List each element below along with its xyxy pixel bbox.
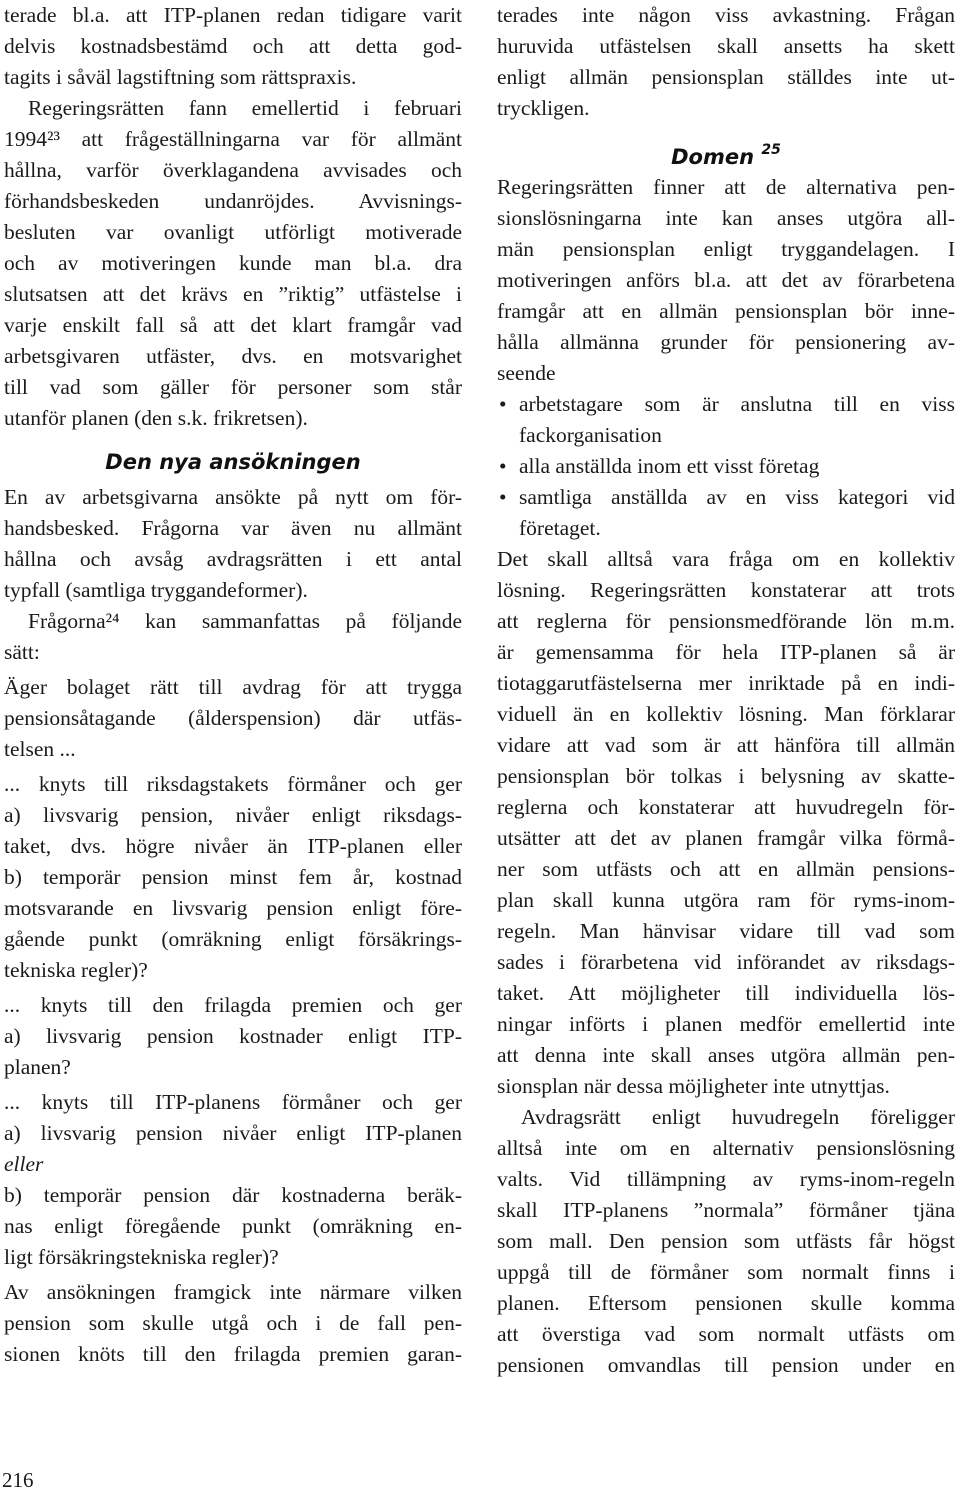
text-line: Regeringsrätten finner att de alternativa pen- xyxy=(497,175,955,199)
question-line: planen? xyxy=(4,1055,71,1079)
text-line: till vad som gäller för personer som står xyxy=(4,375,462,399)
question-line: motsvarande en livsvarig pension enligt före- xyxy=(4,896,462,920)
text-line: sätt: xyxy=(4,640,40,664)
text-line: att denna inte skall anses utgöra allmän pen- xyxy=(497,1043,955,1067)
footnote-ref: 25 xyxy=(761,142,781,158)
question-line: a) livsvarig pension kostnader enligt ITP- xyxy=(4,1024,462,1048)
question-line: eller xyxy=(4,1152,44,1176)
question-line: telsen ... xyxy=(4,737,76,761)
question-line: a) livsvarig pension nivåer enligt ITP-planen xyxy=(4,1121,462,1145)
text-line: är gemensamma för hela ITP-planen så är xyxy=(497,640,955,664)
text-line: taket. Att möjligheter till individuella lös- xyxy=(497,981,955,1005)
text-line: huruvida utfästelsen skall ansetts ha skett xyxy=(497,34,955,58)
question-line: ... knyts till ITP-planens förmåner och ger xyxy=(4,1090,462,1114)
text-line: tryckligen. xyxy=(497,96,590,120)
bullet-text: företaget. xyxy=(519,516,601,540)
text-line: valts. Vid tillämpning av ryms-inom-regeln xyxy=(497,1167,955,1191)
text-line: pensionsplan bör tolkas i belysning av skatte- xyxy=(497,764,955,788)
text-line: sionen knöts till den frilagda premien garan- xyxy=(4,1342,462,1366)
text-line: Avdragsrätt enligt huvudregeln föreligger xyxy=(521,1105,955,1129)
question-line: ligt försäkringstekniska regler)? xyxy=(4,1245,279,1269)
text-line: lösning. Regeringsrätten konstaterar att trots xyxy=(497,578,955,602)
bullet-text: fackorganisation xyxy=(519,423,662,447)
question-line: taket, dvs. högre nivåer än ITP-planen eller xyxy=(4,834,462,858)
bullet-item xyxy=(497,451,955,482)
section-heading xyxy=(497,132,955,172)
question-line: gående punkt (omräkning enligt försäkrings- xyxy=(4,927,462,951)
text-line: och av motiveringen kunde man bl.a. dra xyxy=(4,251,462,275)
question-line: b) temporär pension minst fem år, kostnad xyxy=(4,865,462,889)
text-line: terades inte någon viss avkastning. Frågan xyxy=(497,3,955,27)
text-line: planen. Eftersom pensionen skulle komma xyxy=(497,1291,955,1315)
text-line: hållna och avsåg avdragsrätten i ett antal xyxy=(4,547,462,571)
text-line: att överstiga vad som normalt utfästs om xyxy=(497,1322,955,1346)
question-line: a) livsvarig pension, nivåer enligt riksdags- xyxy=(4,803,462,827)
text-line: skall ITP-planens ”normala” förmåner tjäna xyxy=(497,1198,955,1222)
text-line: terade bl.a. att ITP-planen redan tidigare varit xyxy=(4,3,462,27)
text-line: varje enskilt fall så att det klart framgår vad xyxy=(4,313,462,337)
text-line: sades i förarbetena vid införandet av riksdags- xyxy=(497,950,955,974)
bullet-icon: • xyxy=(499,485,507,509)
text-line: ningar införts i planen medför emellertid inte xyxy=(497,1012,955,1036)
text-line: pensionen omvandlas till pension under en xyxy=(497,1353,955,1377)
text-line: delvis kostnadsbestämd och att detta god- xyxy=(4,34,462,58)
question-line: pensionsåtagande (ålderspension) där utfäs- xyxy=(4,706,462,730)
text-line: reglerna och konstaterar att huvudregeln för- xyxy=(497,795,955,819)
heading-text: Domen xyxy=(671,145,755,169)
bullet-text: arbetstagare som är anslutna till en viss xyxy=(519,392,955,416)
bullet-icon: • xyxy=(499,392,507,416)
text-line: Av ansökningen framgick inte närmare vilken xyxy=(4,1280,462,1304)
text-line: som mall. Den pension som utfästs får högst xyxy=(497,1229,955,1253)
bullet-text: samtliga anställda av en viss kategori vid xyxy=(519,485,955,509)
text-line: tagits i såväl lagstiftning som rättspraxis. xyxy=(4,65,357,89)
question-line: ... knyts till den frilagda premien och ger xyxy=(4,993,462,1017)
text-line: plan skall kunna utgöra ram för ryms-inom- xyxy=(497,888,955,912)
text-line: viduell än en kollektiv lösning. Man förklarar xyxy=(497,702,955,726)
text-line: sionslösningarna inte kan anses utgöra all- xyxy=(497,206,955,230)
question-line: tekniska regler)? xyxy=(4,958,148,982)
text-line: Det skall alltså vara fråga om en kollektiv xyxy=(497,547,955,571)
question-line: nas enligt föregående punkt (omräkning en- xyxy=(4,1214,462,1238)
text-line: besluten var ovanligt utförligt motiverade xyxy=(4,220,462,244)
text-line: motiveringen anförs bl.a. att det av förarbetena xyxy=(497,268,955,292)
text-line: att reglerna för pensionsmedförande lön m.m. xyxy=(497,609,955,633)
text-line: pension som skulle utgå och i de fall pen- xyxy=(4,1311,462,1335)
text-line: seende xyxy=(497,361,556,385)
text-line: framgår att en allmän pensionsplan bör inne- xyxy=(497,299,955,323)
page-number: 216 xyxy=(2,1468,34,1492)
section-heading: Den nya ansökningen xyxy=(105,450,361,474)
text-line: vidare att vad som är att hänföra till allmän xyxy=(497,733,955,757)
text-line: regeln. Man hänvisar vidare till vad som xyxy=(497,919,955,943)
right-column xyxy=(497,0,955,1381)
text-line: uppgå till de förmåner som normalt finns i xyxy=(497,1260,955,1284)
text-line: 1994²³ att frågeställningarna var för allmänt xyxy=(4,127,462,151)
text-line: typfall (samtliga tryggandeformer). xyxy=(4,578,308,602)
text-line: enligt allmän pensionsplan ställdes inte ut- xyxy=(497,65,955,89)
text-line: män pensionsplan enligt tryggandelagen. I xyxy=(497,237,955,261)
text-line: Regeringsrätten fann emellertid i februari xyxy=(28,96,462,120)
bullet-item xyxy=(497,482,955,513)
question-line: b) temporär pension där kostnaderna beräk- xyxy=(4,1183,462,1207)
bullet-item xyxy=(497,389,955,420)
text-line: utsätter att det av planen framgår vilka förmå- xyxy=(497,826,955,850)
text-line: slutsatsen att det krävs en ”riktig” utfästelse i xyxy=(4,282,462,306)
text-line: hålla allmänna grunder för pensionering av- xyxy=(497,330,955,354)
bullet-icon: • xyxy=(499,454,507,478)
text-line: Frågorna²⁴ kan sammanfattas på följande xyxy=(28,609,462,633)
text-line: förhandsbeskeden undanröjdes. Avvisnings- xyxy=(4,189,462,213)
text-line: arbetsgivaren utfäster, dvs. en motsvarighet xyxy=(4,344,462,368)
question-line: ... knyts till riksdagstakets förmåner och ger xyxy=(4,772,462,796)
text-line: En av arbetsgivarna ansökte på nytt om för- xyxy=(4,485,462,509)
text-line: tiotaggarutfästelserna mer inriktade på en indi- xyxy=(497,671,955,695)
text-line: handsbesked. Frågorna var även nu allmänt xyxy=(4,516,462,540)
text-line: ner som utfästs och att en allmän pensions- xyxy=(497,857,955,881)
text-line: utanför planen (den s.k. frikretsen). xyxy=(4,406,308,430)
text-line: alltså inte om en alternativ pensionslösning xyxy=(497,1136,955,1160)
bullet-text: alla anställda inom ett visst företag xyxy=(519,454,820,478)
text-line: hållna, varför överklagandena avvisades och xyxy=(4,158,462,182)
text-line: sionsplan när dessa möjligheter inte utnyttjas. xyxy=(497,1074,890,1098)
question-line: Äger bolaget rätt till avdrag för att trygga xyxy=(4,675,462,699)
left-column xyxy=(4,0,462,1370)
